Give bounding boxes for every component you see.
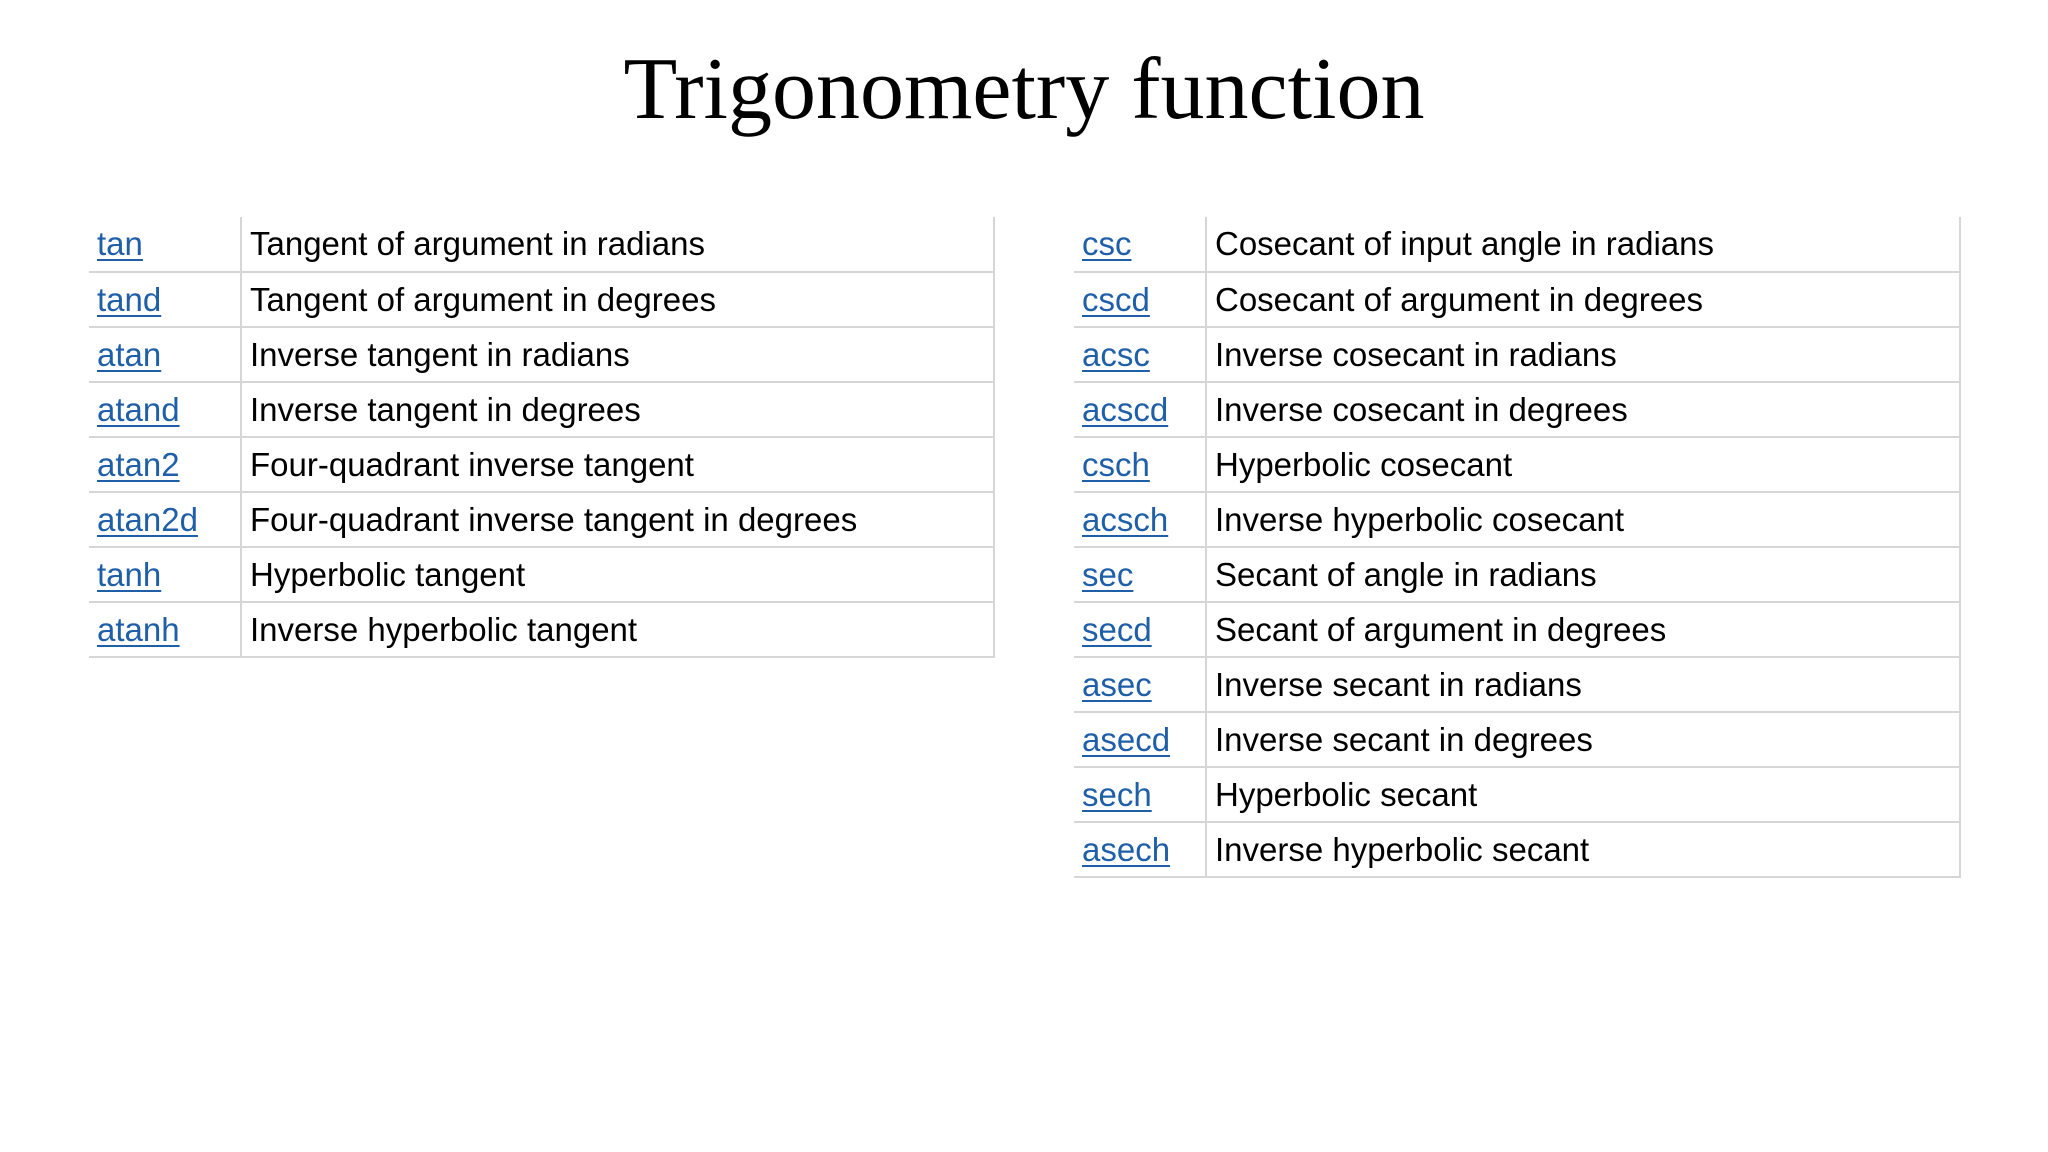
tangent-functions-table (89, 217, 995, 658)
function-description: Secant of angle in radians (1206, 547, 1960, 602)
function-name-cell (1074, 272, 1206, 327)
function-name-cell (1074, 767, 1206, 822)
table-row (1074, 712, 1960, 767)
table-row (1074, 217, 1960, 272)
table-row (1074, 657, 1960, 712)
function-link-acsc[interactable]: acsc (1082, 335, 1150, 373)
function-description: Inverse secant in degrees (1206, 712, 1960, 767)
function-link-asech[interactable]: asech (1082, 830, 1171, 868)
function-name-cell (89, 437, 241, 492)
function-link-sec[interactable]: sec (1082, 555, 1134, 593)
function-description: Cosecant of argument in degrees (1206, 272, 1960, 327)
table-row (89, 602, 994, 657)
table-row (89, 492, 994, 547)
right-table-body (1074, 217, 1960, 877)
function-description: Cosecant of input angle in radians (1206, 217, 1960, 272)
function-description: Tangent of argument in degrees (241, 272, 994, 327)
table-row (1074, 382, 1960, 437)
function-description: Inverse cosecant in degrees (1206, 382, 1960, 437)
table-row (1074, 547, 1960, 602)
function-link-asec[interactable]: asec (1082, 665, 1152, 703)
function-link-tand[interactable]: tand (97, 280, 162, 318)
table-row (89, 547, 994, 602)
function-name-cell (89, 327, 241, 382)
function-link-csch[interactable]: csch (1082, 445, 1150, 483)
table-row (1074, 822, 1960, 877)
function-name-cell (89, 272, 241, 327)
function-name-cell (1074, 437, 1206, 492)
left-table-body (89, 217, 994, 657)
function-link-cscd[interactable]: cscd (1082, 280, 1150, 318)
table-row (1074, 767, 1960, 822)
function-description: Hyperbolic secant (1206, 767, 1960, 822)
function-name-cell (1074, 327, 1206, 382)
function-name-cell (89, 547, 241, 602)
table-row (1074, 327, 1960, 382)
table-row (1074, 602, 1960, 657)
table-row (1074, 437, 1960, 492)
table-row (1074, 492, 1960, 547)
function-link-acsch[interactable]: acsch (1082, 500, 1169, 538)
table-row (1074, 272, 1960, 327)
function-name-cell (1074, 712, 1206, 767)
table-row (89, 327, 994, 382)
function-link-sech[interactable]: sech (1082, 775, 1152, 813)
function-description: Tangent of argument in radians (241, 217, 994, 272)
secant-cosecant-functions-table (1074, 217, 1961, 878)
function-link-tanh[interactable]: tanh (97, 555, 162, 593)
function-description: Inverse tangent in radians (241, 327, 994, 382)
function-description: Inverse hyperbolic cosecant (1206, 492, 1960, 547)
function-name-cell (89, 602, 241, 657)
table-row (89, 437, 994, 492)
function-link-asecd[interactable]: asecd (1082, 720, 1171, 758)
function-link-acscd[interactable]: acscd (1082, 390, 1169, 428)
function-name-cell (1074, 657, 1206, 712)
function-name-cell (1074, 547, 1206, 602)
function-description: Four-quadrant inverse tangent in degrees (241, 492, 994, 547)
function-description: Secant of argument in degrees (1206, 602, 1960, 657)
function-name-cell (1074, 382, 1206, 437)
function-link-secd[interactable]: secd (1082, 610, 1152, 648)
function-link-tan[interactable]: tan (97, 225, 143, 262)
table-row (89, 272, 994, 327)
function-description: Hyperbolic cosecant (1206, 437, 1960, 492)
function-name-cell (89, 492, 241, 547)
table-row (89, 382, 994, 437)
function-name-cell (1074, 822, 1206, 877)
function-name-cell (1074, 492, 1206, 547)
function-link-atan[interactable]: atan (97, 335, 162, 373)
function-name-cell (89, 217, 241, 272)
slide-title: Trigonometry function (623, 41, 1425, 138)
table-row (89, 217, 994, 272)
function-link-atanh[interactable]: atanh (97, 610, 180, 648)
function-link-atan2d[interactable]: atan2d (97, 500, 198, 538)
function-name-cell (89, 382, 241, 437)
function-description: Inverse tangent in degrees (241, 382, 994, 437)
function-name-cell (1074, 602, 1206, 657)
function-link-atand[interactable]: atand (97, 390, 180, 428)
function-description: Inverse cosecant in radians (1206, 327, 1960, 382)
function-description: Four-quadrant inverse tangent (241, 437, 994, 492)
function-description: Inverse hyperbolic secant (1206, 822, 1960, 877)
function-link-csc[interactable]: csc (1082, 225, 1132, 262)
function-name-cell (1074, 217, 1206, 272)
function-description: Hyperbolic tangent (241, 547, 994, 602)
function-link-atan2[interactable]: atan2 (97, 445, 180, 483)
function-description: Inverse secant in radians (1206, 657, 1960, 712)
function-description: Inverse hyperbolic tangent (241, 602, 994, 657)
